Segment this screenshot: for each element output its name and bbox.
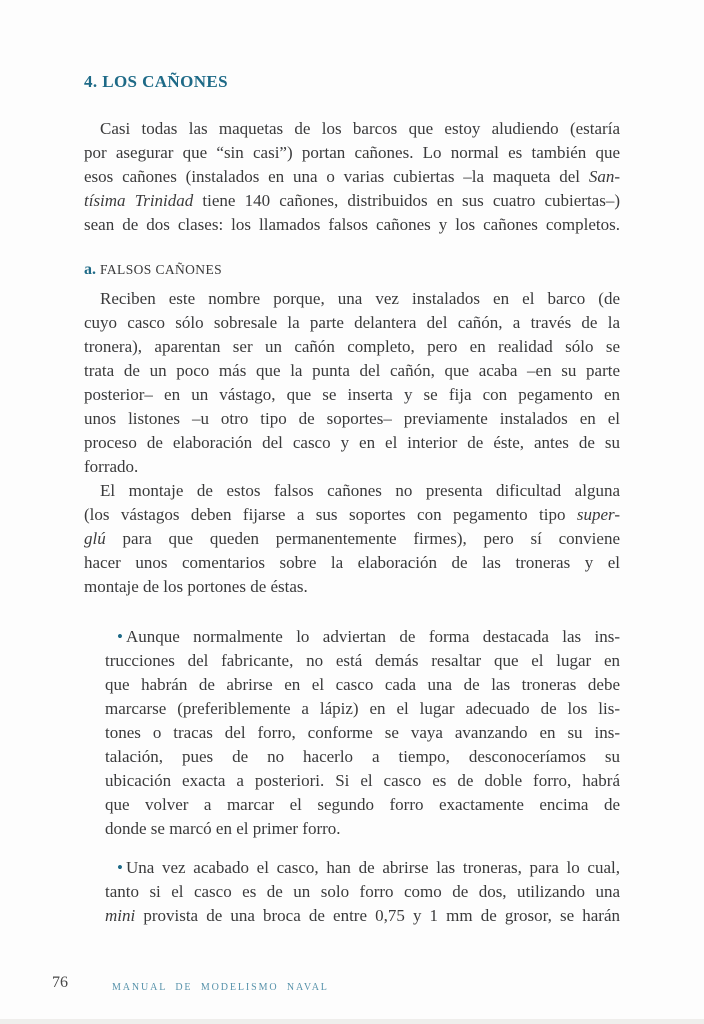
text-segment: que habrán de abrirse en el casco cada una de las troneras debe <box>105 675 620 694</box>
text-line <box>84 575 620 599</box>
text-line <box>84 165 620 189</box>
text-segment: unos listones –u otro tipo de soportes– previamente instalados en el <box>84 409 620 428</box>
text-line <box>84 359 620 383</box>
text-segment: forrado. <box>84 457 139 476</box>
paragraph <box>84 287 620 479</box>
text-segment: Una vez acabado el casco, han de abrirse las troneras, para lo cual, <box>125 858 620 877</box>
text-line <box>84 527 620 551</box>
text-segment: a. <box>84 261 100 278</box>
text-line <box>84 335 620 359</box>
bullet-icon: • <box>117 858 123 877</box>
text-segment: Reciben este nombre porque, una vez instalados en el barco (de <box>100 289 620 308</box>
text-line <box>105 856 620 880</box>
text-segment: esos cañones (instalados en una o varias cubiertas –la maqueta del <box>84 167 589 186</box>
text-line <box>105 769 620 793</box>
text-segment: talación, pues de no hacerlo a tiempo, desconoceríamos su <box>105 747 620 766</box>
text-line <box>84 455 620 479</box>
text-segment: por asegurar que “sin casi”) portan cañones. Lo normal es también que <box>84 143 620 162</box>
text-segment: trucciones del fabricante, no está demás resaltar que el lugar en <box>105 651 620 670</box>
text-segment: sean de dos clases: los llamados falsos cañones y los cañones completos. <box>84 215 620 234</box>
section-heading: 4. LOS CAÑONES <box>84 72 228 91</box>
text-line <box>84 213 620 237</box>
page-edge <box>0 1019 704 1024</box>
text-segment: FALSOS CAÑONES <box>100 262 222 277</box>
text-segment: proceso de elaboración del casco y en el interior de éste, antes de su <box>84 433 620 452</box>
text-line <box>84 431 620 455</box>
bullet-icon: • <box>117 627 123 646</box>
text-line <box>84 503 620 527</box>
text-segment: San- <box>588 167 620 186</box>
text-segment: hacer unos comentarios sobre la elaboración de las troneras y el <box>84 553 620 572</box>
text-segment: Aunque normalmente lo adviertan de forma destacada las ins- <box>125 627 620 646</box>
page-content <box>84 72 620 928</box>
text-segment: (los vástagos deben fijarse a sus soportes con pegamento tipo <box>84 505 577 524</box>
text-line <box>84 479 620 503</box>
text-segment: montaje de los portones de éstas. <box>84 577 308 596</box>
paragraph <box>84 117 620 237</box>
body-text <box>84 117 620 928</box>
text-segment: que volver a marcar el segundo forro exactamente encima de <box>105 795 620 814</box>
text-line <box>105 697 620 721</box>
text-segment: donde se marcó en el primer forro. <box>105 819 341 838</box>
text-segment: tiene 140 cañones, distribuidos en sus cuatro cubiertas–) <box>193 191 620 210</box>
running-title: MANUAL DE MODELISMO NAVAL <box>112 982 329 993</box>
text-line <box>84 189 620 213</box>
subsection-heading <box>84 257 620 282</box>
text-segment: provista de una broca de entre 0,75 y 1 mm de grosor, se harán <box>135 906 620 925</box>
text-segment: mini <box>105 906 136 925</box>
text-segment: posterior– en un vástago, que se inserta y se fija con pegamento en <box>84 385 620 404</box>
text-line <box>84 407 620 431</box>
bullet-paragraph <box>105 856 620 928</box>
text-line <box>84 311 620 335</box>
text-line <box>84 287 620 311</box>
text-segment: tanto si el casco es de un solo forro como de dos, utilizando una <box>105 882 620 901</box>
page-number: 76 <box>52 974 68 991</box>
text-line <box>84 141 620 165</box>
text-segment: ubicación exacta a posteriori. Si el casco es de doble forro, habrá <box>105 771 620 790</box>
text-segment: glú <box>84 529 106 548</box>
text-segment: tones o tracas del forro, conforme se vaya avanzando en su ins- <box>105 723 620 742</box>
text-segment: marcarse (preferiblemente a lápiz) en el lugar adecuado de los lis- <box>105 699 620 718</box>
text-segment: cuyo casco sólo sobresale la parte delantera del cañón, a través de la <box>84 313 620 332</box>
text-segment: super- <box>576 505 620 524</box>
text-line <box>105 721 620 745</box>
text-line <box>105 649 620 673</box>
text-line <box>105 745 620 769</box>
text-line <box>105 625 620 649</box>
text-line <box>105 673 620 697</box>
text-line <box>105 817 620 841</box>
bullet-paragraph <box>105 625 620 841</box>
text-line <box>84 383 620 407</box>
text-segment: Casi todas las maquetas de los barcos que estoy aludiendo (estaría <box>100 119 620 138</box>
text-segment: El montaje de estos falsos cañones no presenta dificultad alguna <box>100 481 620 500</box>
paragraph <box>84 479 620 599</box>
text-segment: trata de un poco más que la punta del cañón, que acaba –en su parte <box>84 361 620 380</box>
text-line <box>84 257 620 282</box>
text-segment: para que queden permanentemente firmes), pero sí conviene <box>105 529 620 548</box>
text-line <box>105 880 620 904</box>
text-line <box>105 904 620 928</box>
text-line <box>84 117 620 141</box>
text-line <box>105 793 620 817</box>
text-segment: tísima Trinidad <box>84 191 194 210</box>
text-segment: tronera), aparentan ser un cañón completo, pero en realidad sólo se <box>84 337 620 356</box>
text-line <box>84 551 620 575</box>
